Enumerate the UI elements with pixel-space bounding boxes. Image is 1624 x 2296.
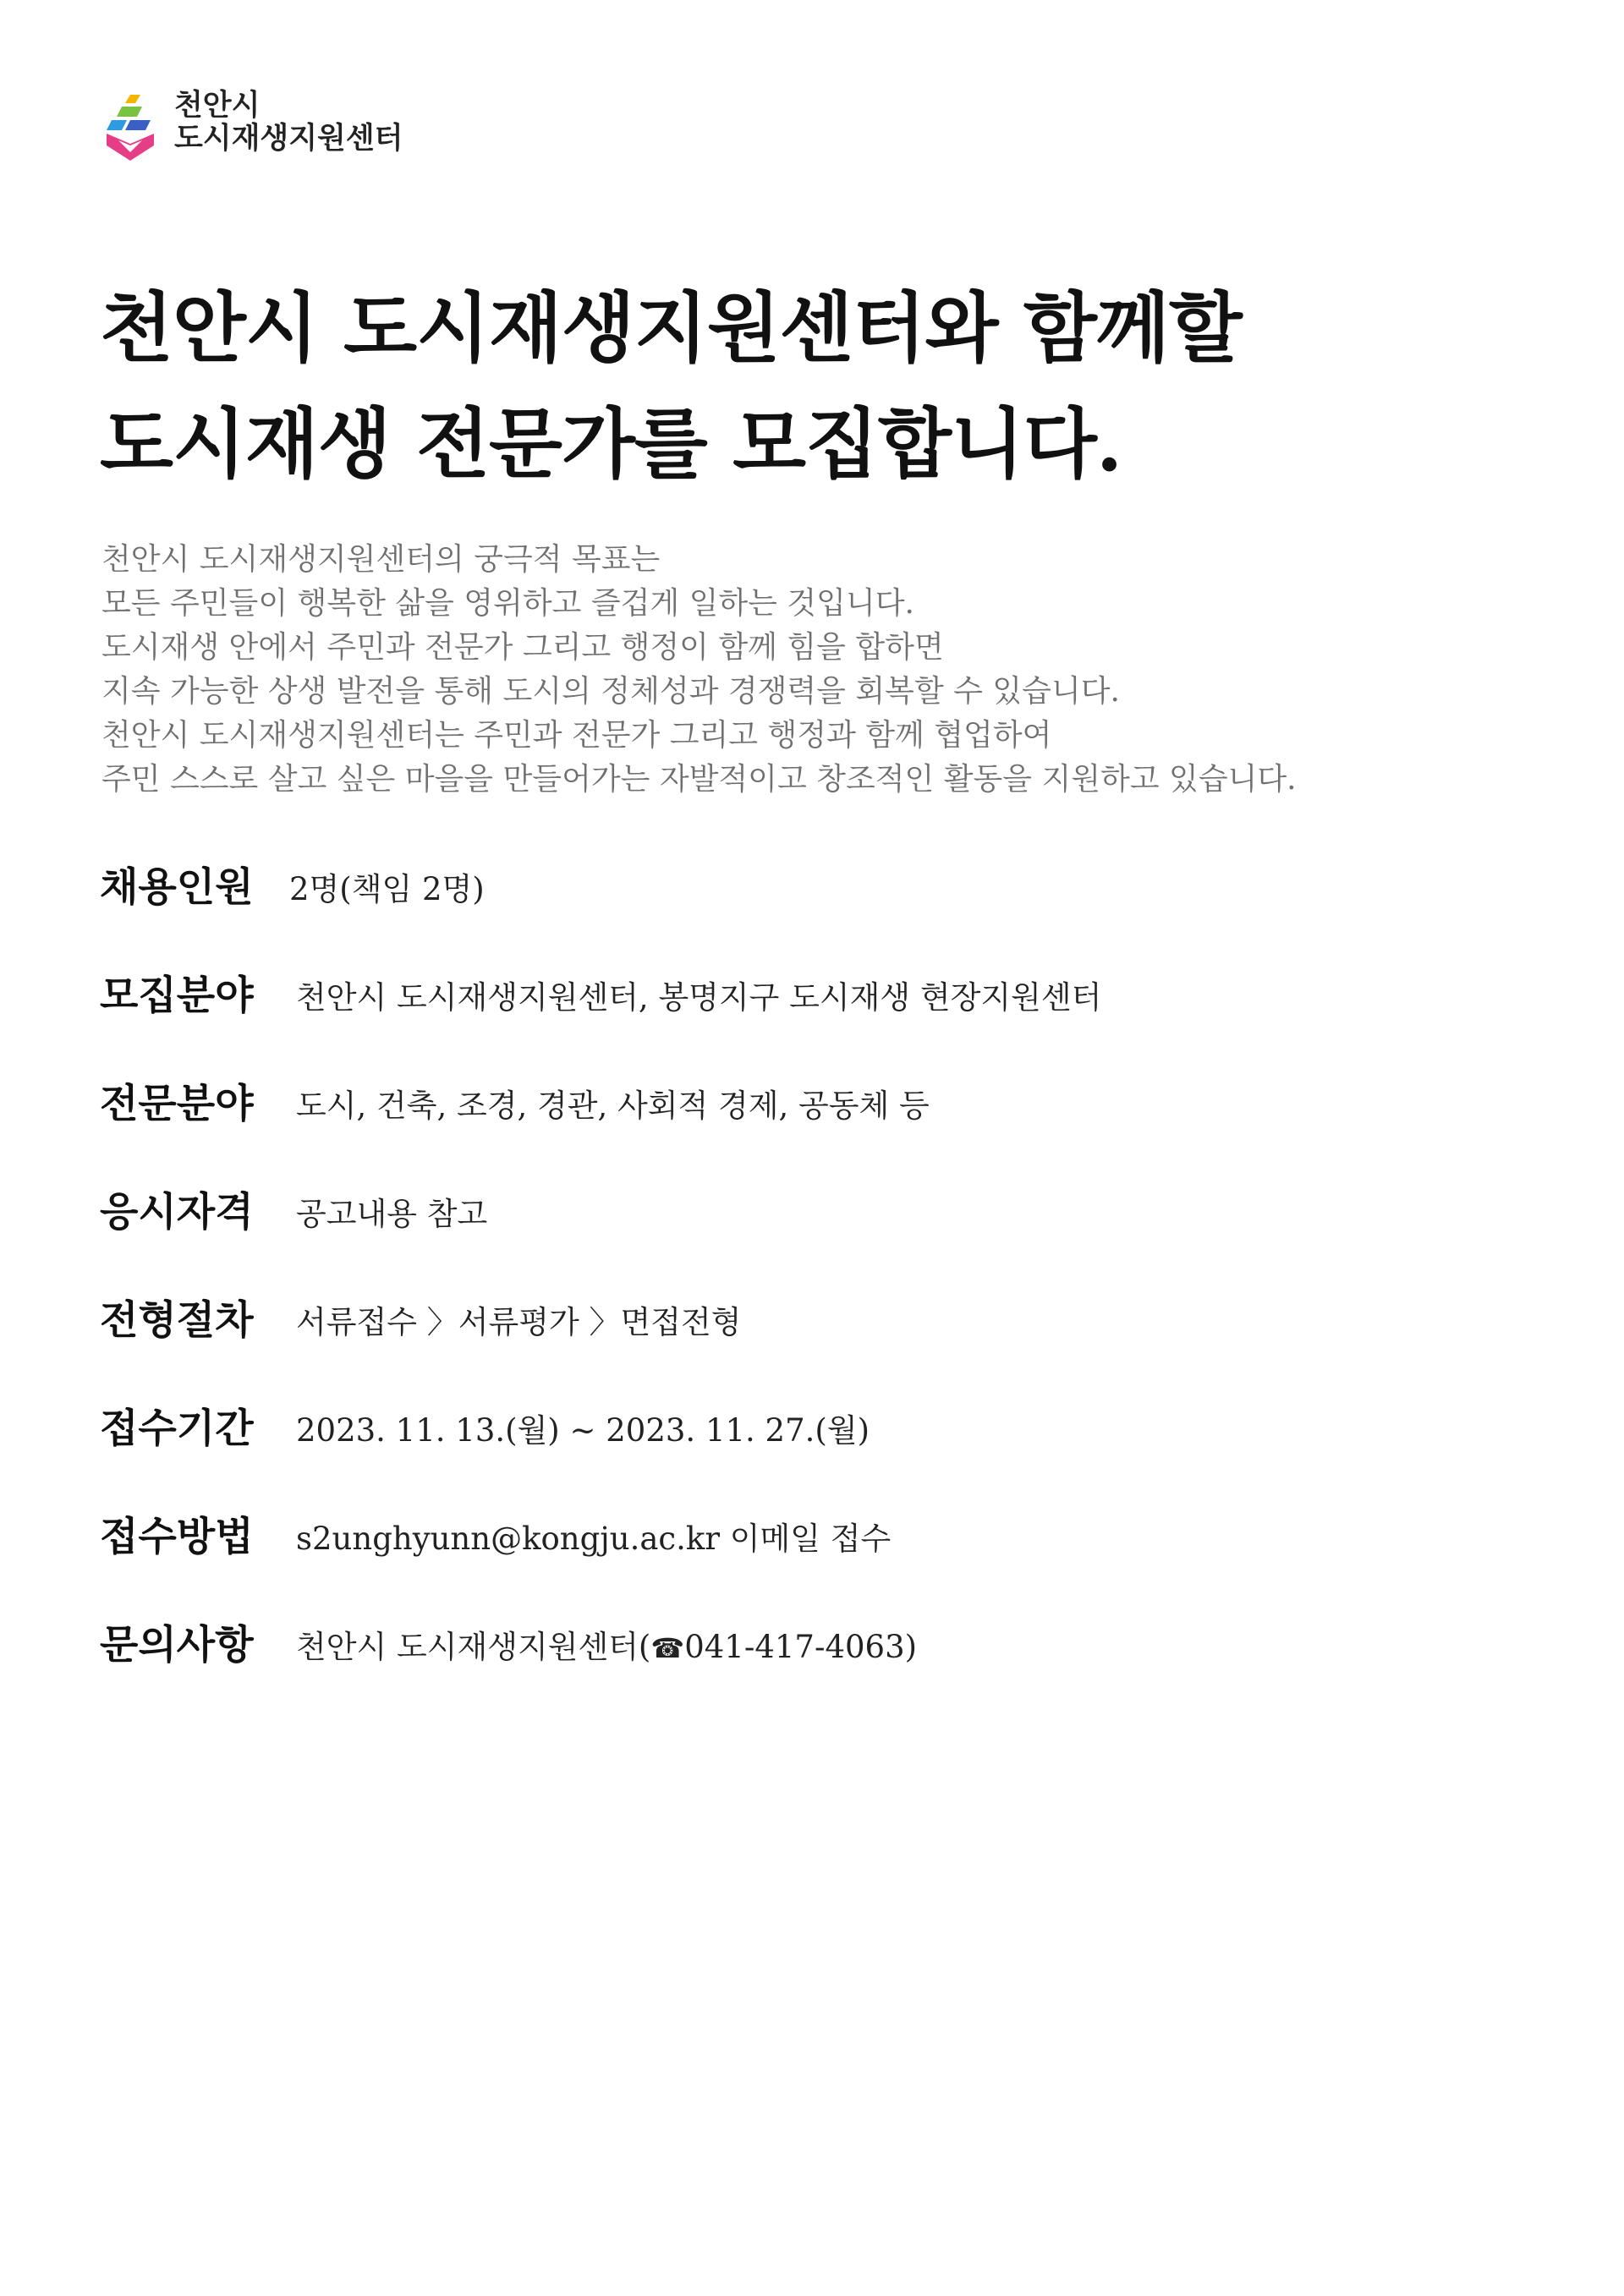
logo-mark-icon	[105, 93, 161, 164]
intro-line: 도시재생 안에서 주민과 전문가 그리고 행정이 함께 힘을 합하면	[102, 630, 944, 665]
title-line-1: 천안시 도시재생지원센터와 함께할	[100, 283, 1242, 373]
intro-line: 천안시 도시재생지원센터는 주민과 전문가 그리고 행정과 함께 협업하여	[102, 718, 1052, 753]
center-logo	[105, 88, 443, 169]
info-value: 도시, 건축, 조경, 경관, 사회적 경제, 공동체 등	[296, 1088, 930, 1124]
info-value: s2unghyunn@kongju.ac.kr 이메일 접수	[296, 1521, 892, 1557]
intro-paragraph	[102, 538, 1522, 802]
info-label: 문의사항	[100, 1622, 254, 1669]
info-value: 공고내용 참고	[296, 1196, 488, 1232]
contact-prefix: 천안시 도시재생지원센터(	[296, 1629, 651, 1665]
info-label: 접수방법	[100, 1514, 254, 1560]
info-label: 전형절차	[100, 1297, 254, 1344]
info-label: 전문분야	[100, 1081, 254, 1127]
contact-phone: 041-417-4063)	[684, 1629, 918, 1665]
intro-line: 주민 스스로 살고 싶은 마을을 만들어가는 자발적이고 창조적인 활동을 지원하고 있습니다.	[102, 762, 1297, 797]
info-label: 모집분야	[100, 973, 254, 1019]
intro-line: 지속 가능한 상생 발전을 통해 도시의 정체성과 경쟁력을 회복할 수 있습니다.	[102, 674, 1120, 709]
title-line-2: 도시재생 전문가를 모집합니다.	[100, 399, 1122, 489]
info-value: 2023. 11. 13.(월) ~ 2023. 11. 27.(월)	[296, 1412, 870, 1449]
page-title	[100, 271, 1538, 502]
info-value: 천안시 도시재생지원센터, 봉명지구 도시재생 현장지원센터	[296, 979, 1102, 1016]
logo-text	[174, 90, 403, 156]
info-value: 2명(책임 2명)	[289, 871, 485, 907]
info-value: 서류접수 〉서류평가 〉면접전형	[296, 1304, 742, 1340]
info-label: 채용인원	[100, 864, 254, 911]
info-label: 응시자격	[100, 1189, 254, 1236]
info-label: 접수기간	[100, 1406, 254, 1452]
intro-line: 모든 주민들이 행복한 삶을 영위하고 즐겁게 일하는 것입니다.	[102, 586, 914, 621]
phone-icon: ☎	[650, 1632, 685, 1664]
logo-center-name: 도시재생지원센터	[174, 122, 403, 156]
intro-line: 천안시 도시재생지원센터의 궁극적 목표는	[102, 542, 661, 577]
info-value	[296, 1626, 917, 1669]
logo-city-name: 천안시	[174, 89, 261, 123]
